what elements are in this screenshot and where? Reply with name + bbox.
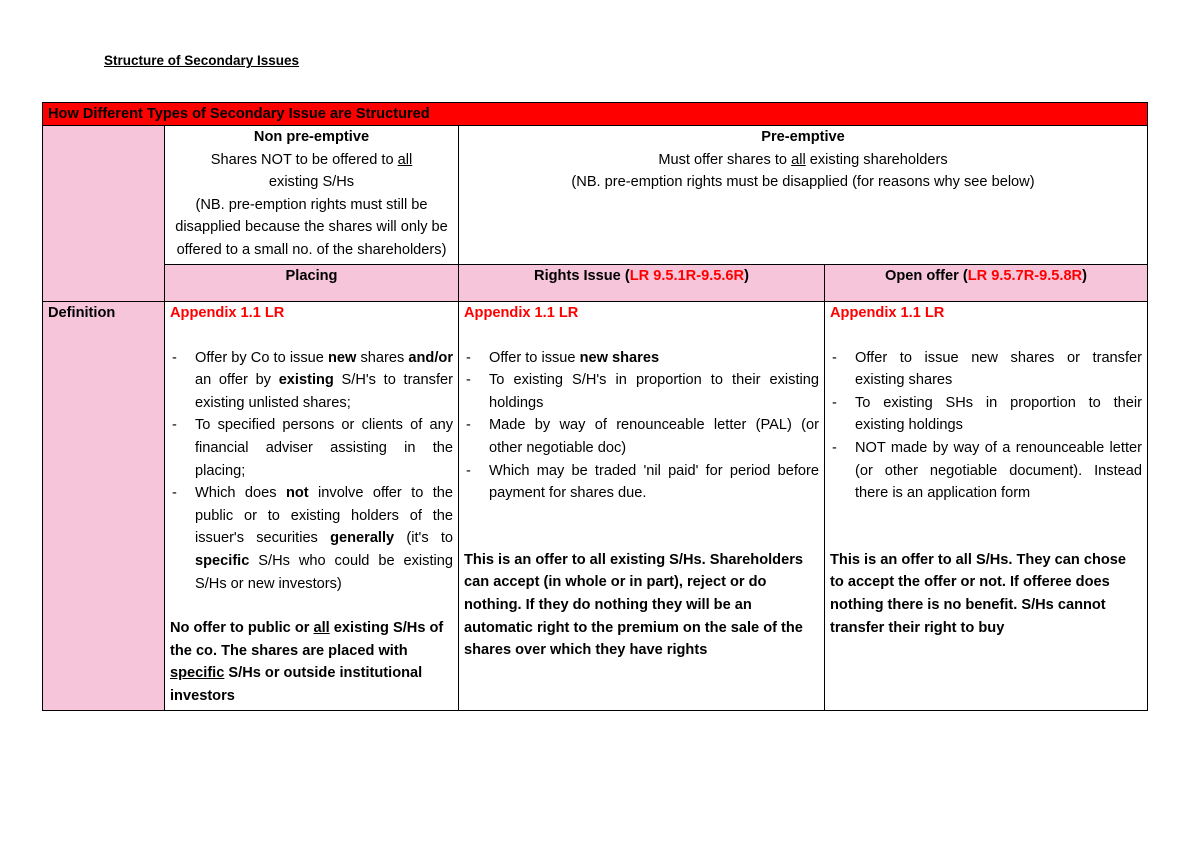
pre-emptive-note: (NB. pre-emption rights must be disapplied (for reasons why see below) (571, 174, 1035, 191)
non-pre-emptive-line2: existing S/Hs (268, 174, 355, 191)
open-offer-ref: Appendix 1.1 LR (830, 305, 945, 321)
blank-label-cell (43, 126, 165, 302)
non-pre-emptive-line1: Shares NOT to be offered to all (210, 151, 413, 168)
rights-issue-header: Rights Issue (LR 9.5.1R-9.5.6R) (459, 265, 825, 302)
pre-emptive-heading: Pre-emptive (761, 129, 845, 145)
non-pre-emptive-note: (NB. pre-emption rights must still be disapplied because the shares will only be offered to a small no. of the shareholders) (175, 196, 448, 258)
category-row (43, 126, 1148, 265)
open-offer-summary: This is an offer to all S/Hs. They can chose to accept the offer or not. If offeree does nothing there is no benefit. S/Hs cannot transfer their right to buy (830, 551, 1127, 636)
list-item: - Made by way of renounceable letter (PAL) (or other negotiable doc) (464, 414, 819, 459)
open-offer-bullets (830, 347, 1142, 505)
definition-label: Definition (43, 302, 165, 711)
placing-header: Placing (165, 265, 459, 302)
open-offer-header: Open offer (LR 9.5.7R-9.5.8R) (825, 265, 1148, 302)
pre-emptive-line1: Must offer shares to all existing shareholders (658, 151, 948, 168)
placing-bullets (170, 347, 453, 596)
type-row (43, 265, 1148, 302)
rights-issue-definition (459, 302, 825, 711)
table-banner: How Different Types of Secondary Issue are Structured (43, 103, 1148, 126)
list-item: - Offer by Co to issue new shares and/or an offer by existing S/H's to transfer existing unlisted shares; (170, 347, 453, 415)
list-item: - To existing S/H's in proportion to their existing holdings (464, 369, 819, 414)
rights-ref: Appendix 1.1 LR (464, 305, 579, 321)
rights-summary: This is an offer to all existing S/Hs. Shareholders can accept (in whole or in part), reject or do nothing. If they do nothing they will be an automatic right to the premium on the sale of the shares over which they have rights (464, 551, 803, 659)
placing-ref: Appendix 1.1 LR (170, 305, 285, 321)
banner-row (43, 103, 1148, 126)
list-item: - Which may be traded 'nil paid' for period before payment for shares due. (464, 460, 819, 505)
non-pre-emptive-heading: Non pre-emptive (253, 129, 370, 145)
document-title: Structure of Secondary Issues (104, 53, 300, 68)
open-offer-definition (825, 302, 1148, 711)
rights-bullets (464, 347, 819, 505)
list-item: - To specified persons or clients of any financial adviser assisting in the placing; (170, 414, 453, 482)
non-pre-emptive-cell (165, 126, 459, 265)
secondary-issues-table (42, 102, 1148, 711)
pre-emptive-cell (459, 126, 1148, 265)
definition-row (43, 302, 1148, 711)
list-item: - Offer to issue new shares (464, 347, 819, 370)
list-item: - To existing SHs in proportion to their existing holdings (830, 392, 1142, 437)
list-item: - NOT made by way of a renounceable letter (or other negotiable document). Instead there is an application form (830, 437, 1142, 505)
placing-summary: No offer to public or all existing S/Hs of the co. The shares are placed with specific S/Hs or outside institutional investors (170, 620, 444, 704)
list-item: - Which does not involve offer to the public or to existing holders of the issuer's securities generally (it's to specific S/Hs who could be existing S/Hs or new investors) (170, 482, 453, 595)
placing-definition (165, 302, 459, 711)
list-item: - Offer to issue new shares or transfer existing shares (830, 347, 1142, 392)
